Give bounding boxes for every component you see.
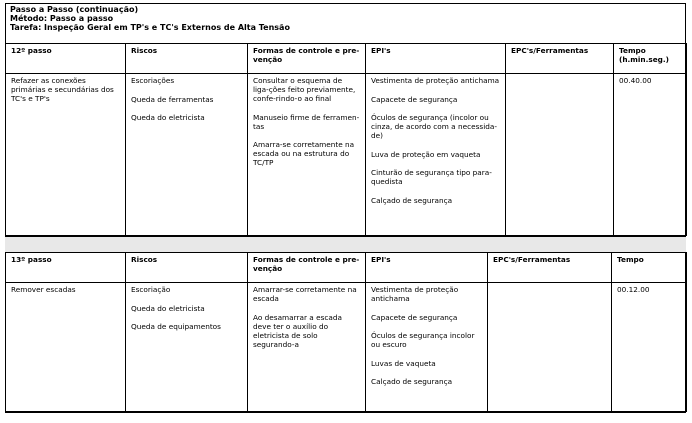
step-12-tempo-header: Tempo (h.min.seg.) (614, 44, 687, 74)
step-12-epi: Capacete de segurança (371, 94, 458, 104)
step-13-epi: Capacete de segurança (371, 312, 458, 322)
step-12-epis-cell (366, 74, 506, 236)
step-13-tempo-cell: 00.12.00 (612, 283, 687, 412)
step-13-forma: Amarrar-se corretamente na escada (253, 285, 357, 303)
step-12-forma: Amarra-se corretamente na escada ou na estrutura do TC/TP (253, 140, 355, 167)
step-12-header-row (6, 44, 687, 74)
step-13-tempo-header: Tempo (612, 253, 687, 283)
step-13-epi: Luvas de vaqueta (371, 358, 436, 368)
step-12-body-row (6, 74, 687, 236)
step-12-risco: Escoriações (131, 76, 175, 85)
step-13-epi: Óculos de segurança incolor ou escuro (371, 331, 475, 349)
step-13-epis-header: EPI's (366, 253, 488, 283)
section-divider-band (5, 236, 686, 253)
step-12-passo-header: 12º passo (6, 44, 126, 74)
step-13-body-row (6, 283, 687, 412)
step-12-epis-header: EPI's (366, 44, 506, 74)
step-13-header-row (6, 253, 687, 283)
document-header (10, 5, 290, 32)
step-13-riscos-cell (126, 283, 248, 412)
header-method: Método: Passo a passo (10, 14, 114, 23)
step-13-risco: Queda do eletricista (131, 303, 205, 313)
step-13-epcs-cell (488, 283, 612, 412)
step-13-formas-header: Formas de controle e pre-venção (248, 253, 366, 283)
step-12-forma: Consultar o esquema de liga-ções feito previamente, confe-rindo-o ao final (253, 76, 356, 103)
step-12-tempo-cell: 00.40.00 (614, 74, 687, 236)
step-12-forma: Manuseio firme de ferramen-tas (253, 112, 360, 131)
step-13-risco: Escoriação (131, 285, 171, 294)
header-task: Tarefa: Inspeção Geral em TP's e TC's Externos de Alta Tensão (10, 23, 290, 32)
step-12-epcs-cell (506, 74, 614, 236)
step-12-epi: Cinturão de segurança tipo para-quedista (371, 168, 492, 186)
step-13-table (5, 252, 687, 412)
step-12-passo-cell: Refazer as conexões primárias e secundárias dos TC's e TP's (6, 74, 126, 236)
step-12-epcs-header: EPC's/Ferramentas (506, 44, 614, 74)
step-12-risco: Queda de ferramentas (131, 94, 214, 104)
step-13-epi: Vestimenta de proteção antichama (371, 285, 459, 303)
step-13-passo-cell: Remover escadas (6, 283, 126, 412)
step-13-risco: Queda de equipamentos (131, 322, 221, 331)
header-title: Passo a Passo (continuação) (10, 5, 139, 14)
step-12-epi: Vestimenta de proteção antichama (371, 76, 500, 85)
step-12-riscos-cell (126, 74, 248, 236)
step-12-epi: Calçado de segurança (371, 195, 453, 205)
step-12-formas-cell (248, 74, 366, 236)
step-13-epi: Calçado de segurança (371, 377, 453, 386)
step-13-forma: Ao desamarrar a escada deve ter o auxílio do eletricista de solo segurando-a (253, 312, 342, 349)
step-13-formas-cell (248, 283, 366, 412)
step-12-epi: Luva de proteção em vaqueta (371, 149, 481, 159)
step-13-epis-cell (366, 283, 488, 412)
step-12-formas-header: Formas de controle e pre-venção (248, 44, 366, 74)
step-12-risco: Queda do eletricista (131, 113, 205, 122)
step-13-passo-header: 13º passo (6, 253, 126, 283)
step-13-epcs-header: EPC's/Ferramentas (488, 253, 612, 283)
step-12-riscos-header: Riscos (126, 44, 248, 74)
step-12-epi: Óculos de segurança (incolor ou cinza, de acordo com a necessida-de) (371, 113, 497, 140)
step-13-riscos-header: Riscos (126, 253, 248, 283)
step-12-table (5, 43, 687, 236)
